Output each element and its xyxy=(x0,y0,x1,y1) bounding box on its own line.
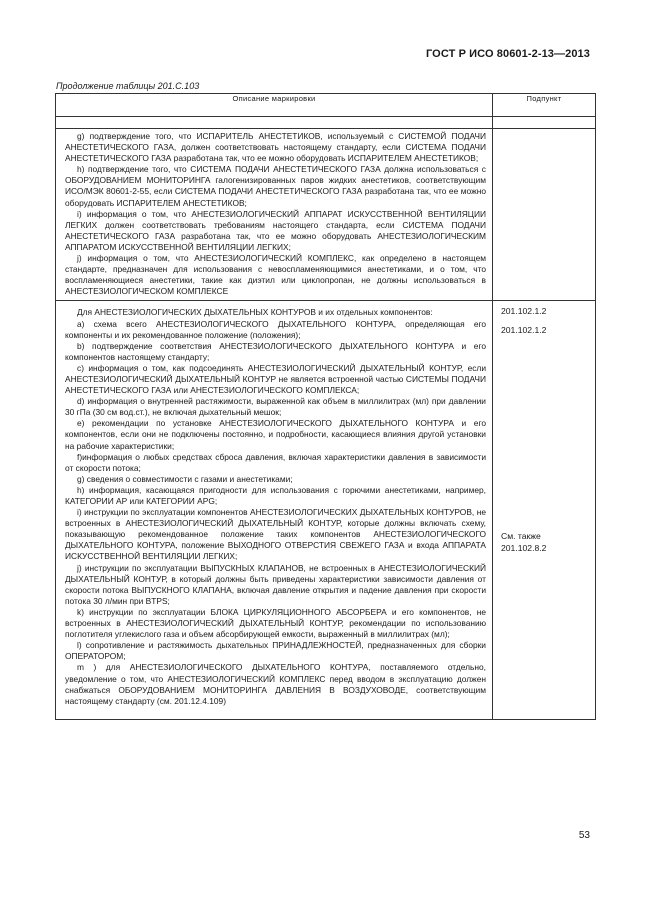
list-item: i) инструкции по эксплуатации компонентов АНЕСТЕЗИОЛОГИЧЕСКИХ ДЫХАТЕЛЬНЫХ КОНТУРОВ, не встроенных в АНЕСТЕЗИОЛОГИЧЕСКИЙ ДЫХАТЕЛЬНЫЙ КОНТУР, которые должны включать схему, показывающую рекомендованное положение таких компонентов АНЕСТЕЗИОЛОГИЧЕСКОГО ДЫХАТЕЛЬНОГО КОНТУРА, положение ВЫХОДНОГО ОТВЕРСТИЯ СВЕЖЕГО ГАЗА и входа АППАРАТА ИСКУССТВЕННОЙ ВЕНТИЛЯЦИИ ЛЕГКИХ; xyxy=(65,507,486,562)
list-item: d) информация о внутренней растяжимости, выраженной как объем в миллилитрах (мл) при давлении 30 гПа (30 см вод.ст.), не включая дыхательный мешок; xyxy=(65,396,486,418)
list-item: g) подтверждение того, что ИСПАРИТЕЛЬ АНЕСТЕТИКОВ, используемый с СИСТЕМОЙ ПОДАЧИ АНЕСТЕТИЧЕСКОГО ГАЗА, должен соответствовать настоящему стандарту, если СИСТЕМА ПОДАЧИ АНЕСТЕТИЧЕСКОГО ГАЗА разработана так, что ее можно оборудовать ИСПАРИТЕЛЕМ АНЕСТЕТИКОВ; xyxy=(65,131,486,164)
subclause-ref: См. также xyxy=(501,531,541,542)
standard-designation: ГОСТ Р ИСО 80601-2-13—2013 xyxy=(425,48,590,60)
list-item: k) инструкции по эксплуатации БЛОКА ЦИРКУЛЯЦИОННОГО АБСОРБЕРА и его компонентов, не встроенных в АНЕСТЕЗИОЛОГИЧЕСКИЙ ДЫХАТЕЛЬНЫЙ КОНТУР, рекомендации по использованию поглотителя углекислого газа и объем абсорбирующей емкости, выраженный в миллилитрах (мл); xyxy=(65,606,486,640)
spacer-cell xyxy=(493,117,596,129)
column-header-subclause: Подпункт xyxy=(493,94,596,117)
subclause-ref: 201.102.8.2 xyxy=(501,543,547,554)
list-item: i) информация о том, что АНЕСТЕЗИОЛОГИЧЕСКИЙ АППАРАТ ИСКУССТВЕННОЙ ВЕНТИЛЯЦИИ ЛЕГКИХ должен соответствовать требованиям настоящего стандарта, если СИСТЕМА ПОДАЧИ АНЕСТЕТИЧЕСКОГО ГАЗА разработана так, что ее можно оборудовать АНЕСТЕЗИОЛОГИЧЕСКИМ АППАРАТОМ ИСКУССТВЕННОЙ ВЕНТИЛЯЦИИ ЛЕГКИХ; xyxy=(65,208,486,252)
subclause-cell xyxy=(493,301,596,719)
subclause-ref: 201.102.1.2 xyxy=(501,325,547,336)
list-item: j) информация о том, что АНЕСТЕЗИОЛОГИЧЕСКИЙ КОМПЛЕКС, как определено в настоящем стандарте, предназначен для использования с невоспламеняющимися анестетиками, и о том, что воспламеняющиеся анестетики, такие как диэтил или циклопропан, не должны использоваться в АНЕСТЕЗИОЛОГИЧЕСКОМ КОМПЛЕКСЕ xyxy=(65,253,486,297)
list-item: j) инструкции по эксплуатации ВЫПУСКНЫХ КЛАПАНОВ, не встроенных в АНЕСТЕЗИОЛОГИЧЕСКИЙ ДЫХАТЕЛЬНЫЙ КОНТУР, в который должны быть приведены характеристики зависимости давления от скорости потока ВЫПУСКНОГО КЛАПАНА, включая давление открытия и падение давления при скорости потока 30 л/мин при BTPS; xyxy=(65,562,486,606)
description-cell xyxy=(56,129,493,301)
subclause-cell xyxy=(493,129,596,301)
table-header-row xyxy=(56,94,596,117)
table-continuation-caption: Продолжение таблицы 201.С.103 xyxy=(56,81,200,91)
description-text xyxy=(56,129,492,300)
list-item: h) информация, касающаяся пригодности для использования с горючими анестетиками, например, КАТЕГОРИИ АР или КАТЕГОРИИ APG; xyxy=(65,484,486,506)
marking-table xyxy=(55,93,596,720)
list-item: Для АНЕСТЕЗИОЛОГИЧЕСКИХ ДЫХАТЕЛЬНЫХ КОНТУРОВ и их отдельных компонентов: xyxy=(77,307,433,318)
list-item: f)информация о любых средствах сброса давления, включая характеристики давления в зависимости от скорости потока; xyxy=(65,451,486,473)
list-item: g) сведения о совместимости с газами и анестетиками; xyxy=(77,473,293,484)
subclause-ref: 201.102.1.2 xyxy=(501,306,547,317)
list-item: c) информация о том, как подсоединять АНЕСТЕЗИОЛОГИЧЕСКИЙ ДЫХАТЕЛЬНЫЙ КОНТУР, если АНЕСТЕЗИОЛОГИЧЕСКИЙ ДЫХАТЕЛЬНЫЙ КОНТУР не является встроенной частью СИСТЕМЫ ПОДАЧИ АНЕСТЕТИЧЕСКОГО ГАЗА или АНЕСТЕЗИОЛОГИЧЕСКОГО КОМПЛЕКСА; xyxy=(65,362,486,396)
list-item: h) подтверждение того, что СИСТЕМА ПОДАЧИ АНЕСТЕТИЧЕСКОГО ГАЗА должна использоваться с ОБОРУДОВАНИЕМ МОНИТОРИНГА галогенизированных паров жидких анестетиков, соответствующим ИСО/МЭК 80601-2-55, если СИСТЕМА ПОДАЧИ АНЕСТЕТИЧЕСКОГО ГАЗА разработана так, что ее можно оборудовать ИСПАРИТЕЛЕМ АНЕСТЕТИКОВ; xyxy=(65,164,486,208)
list-item: l) сопротивление и растяжимость дыхательных ПРИНАДЛЕЖНОСТЕЙ, предназначенных для сборки ОПЕРАТОРОМ; xyxy=(65,640,486,662)
description-text xyxy=(56,301,492,718)
list-item: b) подтверждение соответствия АНЕСТЕЗИОЛОГИЧЕСКОГО ДЫХАТЕЛЬНОГО КОНТУРА и его компонентов настоящему стандарту; xyxy=(65,340,486,362)
list-item: a) схема всего АНЕСТЕЗИОЛОГИЧЕСКОГО ДЫХАТЕЛЬНОГО КОНТУРА, определяющая его компоненты и их рекомендованное положение (положения); xyxy=(65,318,486,340)
description-cell xyxy=(56,301,493,719)
page-number: 53 xyxy=(578,830,590,841)
table-row xyxy=(56,129,596,301)
table-spacer-row xyxy=(56,117,596,129)
table-row xyxy=(56,301,596,719)
list-item: e) рекомендации по установке АНЕСТЕЗИОЛОГИЧЕСКОГО ДЫХАТЕЛЬНОГО КОНТУРА и его компонентов, если они не подключены постоянно, и подробности, касающиеся влияния другой установки на рабочие характеристики; xyxy=(65,418,486,451)
spacer-cell xyxy=(56,117,493,129)
list-item: m ) для АНЕСТЕЗИОЛОГИЧЕСКОГО ДЫХАТЕЛЬНОГО КОНТУРА, поставляемого отдельно, уведомление о том, что АНЕСТЕЗИОЛОГИЧЕСКИЙ КОМПЛЕКС перед вводом в эксплуатацию должен снабжаться ОБОРУДОВАНИЕМ МОНИТОРИНГА ДАВЛЕНИЯ В ВОЗДУХОВОДЕ, соответствующим настоящему стандарту (см. 201.12.4.109) xyxy=(65,662,486,706)
column-header-description: Описание маркировки xyxy=(56,94,493,117)
